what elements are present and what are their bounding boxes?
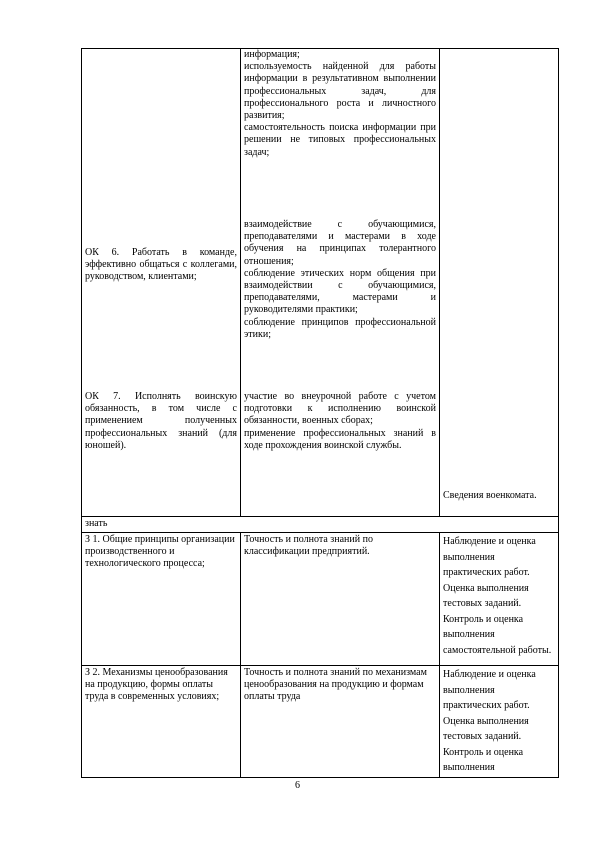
section-heading: знать bbox=[82, 517, 559, 533]
indicator-text: соблюдение принципов профессиональной этики; bbox=[244, 316, 436, 340]
indicator-text: используемость найденной для работы информации в результативном выполнении профессиональных задач, для профессионального роста и личностного развития; bbox=[244, 61, 436, 122]
table-row bbox=[82, 533, 559, 666]
indicator-text: Точность и полнота знаний по механизмам ценообразования на продукцию и формам оплаты труда bbox=[241, 666, 440, 778]
indicator-text: Точность и полнота знаний по классификации предприятий. bbox=[241, 533, 440, 666]
indicator-text: применение профессиональных знаний в ходе прохождения воинской службы. bbox=[244, 427, 436, 451]
assessment-text: Наблюдение и оценка выполнения практических работ. Оценка выполнения тестовых заданий. Контроль и оценка выполнения bbox=[440, 666, 559, 778]
competence-text: З 1. Общие принципы организации производственного и технологического процесса; bbox=[82, 533, 241, 666]
indicator-text: взаимодействие с обучающимися, преподавателями и мастерами в ходе обучения на принципах толерантного отношения; bbox=[244, 219, 436, 267]
indicator-text: информация; bbox=[244, 49, 300, 60]
competence-text: З 2. Механизмы ценообразования на продукцию, формы оплаты труда в современных условиях; bbox=[82, 666, 241, 778]
table-row bbox=[82, 517, 559, 533]
assessment-table bbox=[81, 48, 559, 778]
indicator-text: самостоятельность поиска информации при решении не типовых профессиональных задач; bbox=[244, 122, 436, 158]
indicator-text: соблюдение этических норм общения при взаимодействии с обучающимися, преподавателями, мастерами и руководителями практики; bbox=[244, 267, 436, 316]
assessment-text: Сведения военкомата. bbox=[443, 490, 537, 501]
indicator-cell bbox=[241, 49, 440, 517]
competence-ok7: ОК 7. Исполнять воинскую обязанность, в том числе с применением полученных профессиональных знаний (для юношей). bbox=[85, 391, 237, 451]
table-row bbox=[82, 666, 559, 778]
table-row bbox=[82, 49, 559, 517]
competence-ok6: ОК 6. Работать в команде, эффективно общаться с коллегами, руководством, клиентами; bbox=[85, 247, 237, 283]
assessment-cell bbox=[440, 49, 559, 517]
assessment-text: Наблюдение и оценка выполнения практических работ. Оценка выполнения тестовых заданий. Контроль и оценка выполнения самостоятельной работы. bbox=[440, 533, 559, 666]
page-number: 6 bbox=[295, 780, 300, 791]
competence-cell bbox=[82, 49, 241, 517]
indicator-text: участие во внеурочной работе с учетом подготовки к исполнению воинской обязанности, военных сборах; bbox=[244, 391, 436, 427]
